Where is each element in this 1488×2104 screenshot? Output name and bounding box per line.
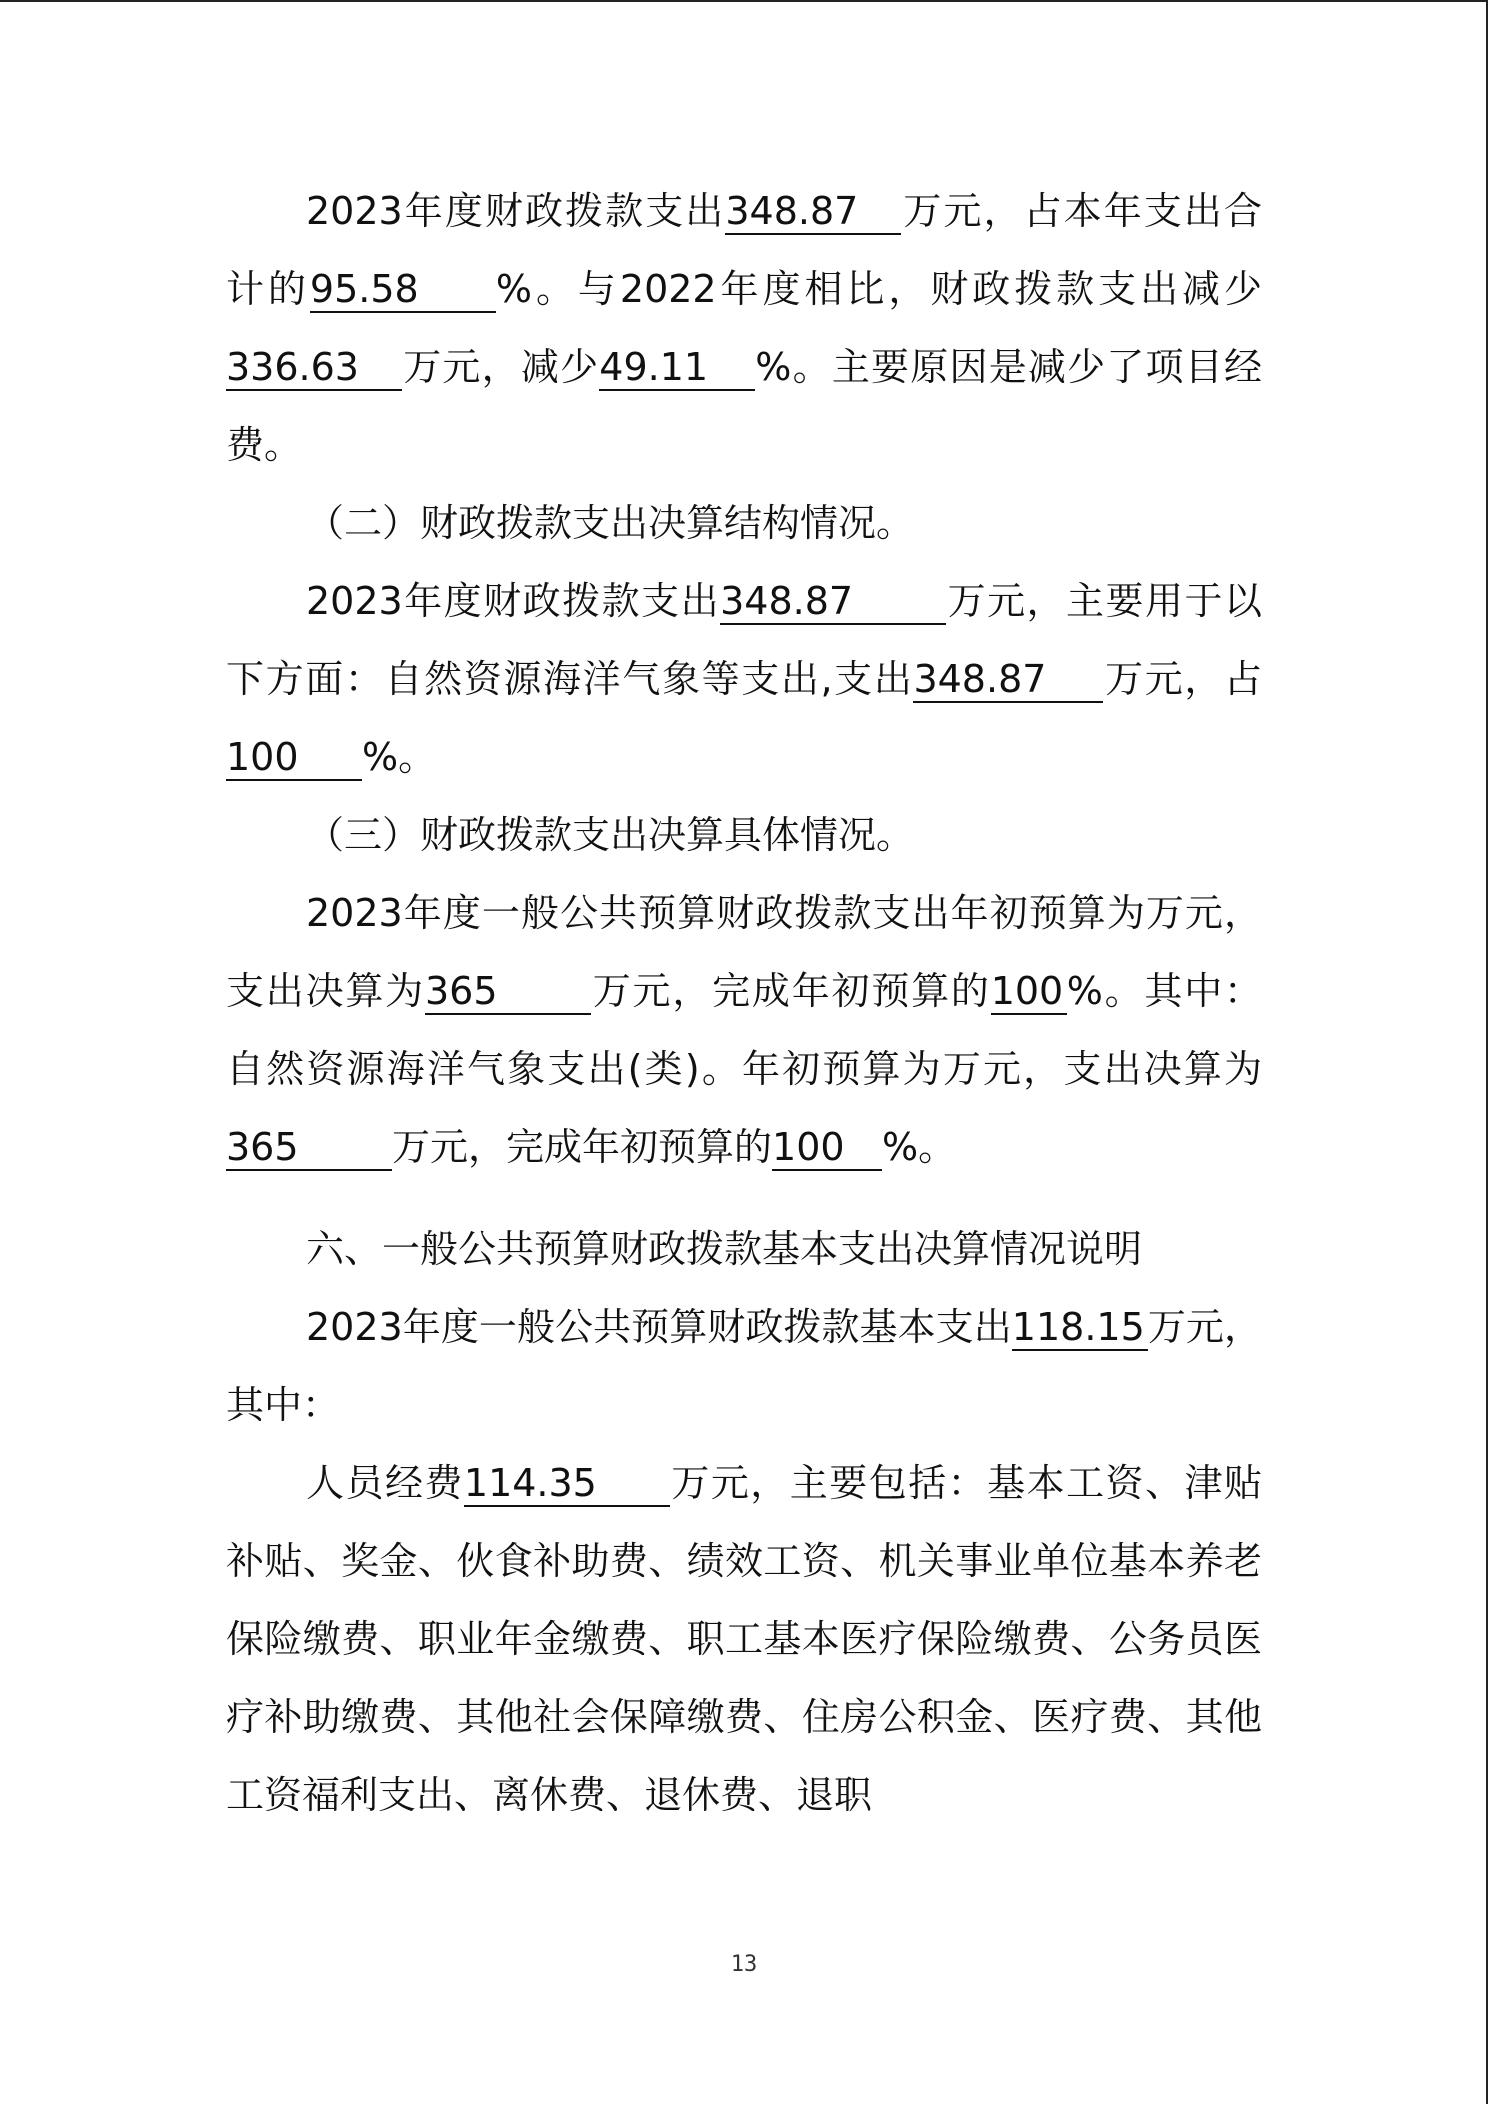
underlined-value: 336.63 <box>226 345 402 391</box>
paragraph-expenditure-details <box>226 874 1262 1186</box>
underlined-value: 100 <box>226 735 362 781</box>
page-number: 13 <box>730 1952 758 1977</box>
text-segment: 2023年度一般公共预算财政拨款基本支出 <box>306 1305 1012 1349</box>
text-segment: 万元，主要包括：基本工资、津贴补贴、奖金、伙食补助费、绩效工资、机关事业单位基本养老保险缴费、职业年金缴费、职工基本医疗保险缴费、公务员医疗补助缴费、其他社会保障缴费、住房公积金、医疗费、其他工资福利支出、离休费、退休费、退职 <box>226 1461 1262 1817</box>
text-segment: 万元，占本年支出合计的 <box>226 189 1262 311</box>
text-segment: 万元，减少 <box>402 345 600 389</box>
text-segment: 万元，占 <box>1103 657 1262 701</box>
underlined-value: 95.58 <box>310 267 496 313</box>
text-segment: 人员经费 <box>306 1461 464 1505</box>
underlined-value: 348.87 <box>725 189 901 235</box>
text-segment: %。主要原因是减少了项目经费。 <box>226 345 1262 467</box>
paragraph-basic-expenditure <box>226 1288 1262 1444</box>
text-segment: 万元，完成年初预算的 <box>392 1125 773 1169</box>
underlined-value: 49.11 <box>599 345 755 391</box>
underlined-value: 365 <box>226 1125 392 1171</box>
text-segment: %。与2022年度相比，财政拨款支出减少 <box>495 267 1262 311</box>
document-body <box>226 172 1262 1834</box>
section-heading-basic-expenditure: 六、一般公共预算财政拨款基本支出决算情况说明 <box>306 1227 1143 1271</box>
text-segment: 2023年度一般公共预算财政拨款支出年初预算为万元，支出决算为 <box>226 891 1262 1013</box>
underlined-value: 348.87 <box>720 579 946 625</box>
underlined-value: 114.35 <box>464 1461 670 1507</box>
text-segment: %。 <box>882 1125 957 1169</box>
underlined-value: 118.15 <box>1012 1305 1148 1351</box>
paragraph-expenditure-summary <box>226 172 1262 484</box>
underlined-value: 348.87 <box>913 657 1103 703</box>
text-segment: 万元，完成年初预算的 <box>590 969 991 1013</box>
text-segment: %。其中：自然资源海洋气象支出(类)。年初预算为万元，支出决算为 <box>226 969 1262 1091</box>
section-heading-details: （三）财政拨款支出决算具体情况。 <box>306 813 915 857</box>
text-segment: %。 <box>362 735 437 779</box>
text-segment: 2023年度财政拨款支出 <box>306 579 721 623</box>
text-segment: 2023年度财政拨款支出 <box>306 189 726 233</box>
paragraph-personnel-expenses <box>226 1444 1262 1834</box>
section-heading-structure: （二）财政拨款支出决算结构情况。 <box>306 501 915 545</box>
underlined-value: 100 <box>991 969 1067 1015</box>
underlined-value: 365 <box>425 969 591 1015</box>
text-segment: 万元，主要用于以下方面：自然资源海洋气象等支出,支出 <box>226 579 1262 701</box>
spacer <box>226 1186 1262 1210</box>
underlined-value: 100 <box>772 1125 882 1171</box>
text-segment: 万元，其中： <box>226 1305 1262 1427</box>
paragraph-expenditure-structure <box>226 562 1262 796</box>
